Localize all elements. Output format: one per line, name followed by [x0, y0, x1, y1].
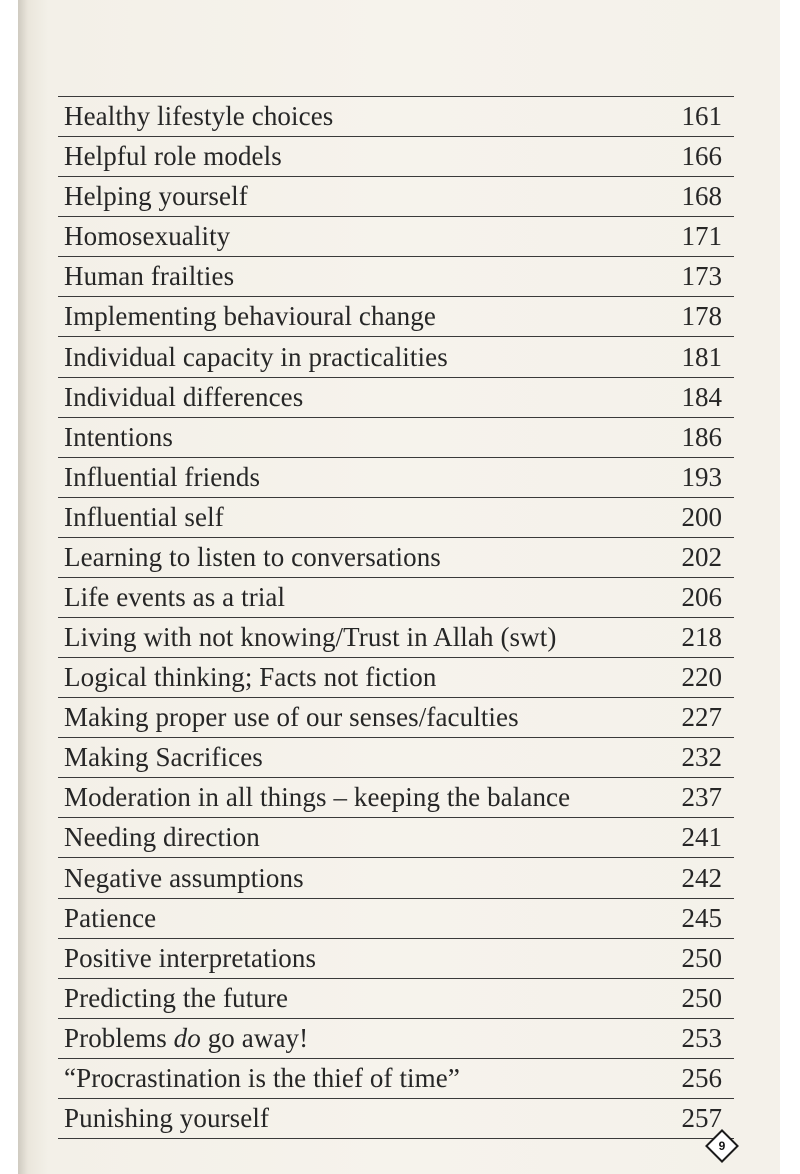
toc-entry-title: Human frailties [64, 261, 235, 292]
toc-entry-page: 250 [681, 982, 722, 1013]
toc-entry-title: “Procrastination is the thief of time” [64, 1062, 460, 1093]
page-number: 9 [718, 1139, 726, 1153]
toc-entry [58, 899, 734, 939]
toc-entry [58, 778, 734, 818]
toc-entry [58, 418, 734, 458]
toc-entry-title: Negative assumptions [64, 862, 304, 893]
toc-entry [58, 858, 734, 898]
toc-entry-page: 206 [681, 582, 722, 613]
toc-entry-page: 181 [681, 341, 722, 372]
toc-entry-page: 202 [681, 541, 722, 572]
toc-entry [58, 818, 734, 858]
toc-entry [58, 658, 734, 698]
toc-entry-title: Problems do go away! [64, 1022, 309, 1053]
toc-entry-page: 178 [681, 301, 722, 332]
toc-entry [58, 177, 734, 217]
toc-entry-page: 193 [681, 461, 722, 492]
toc-entry [58, 297, 734, 337]
toc-entry [58, 337, 734, 377]
toc-entry [58, 458, 734, 498]
toc-entry-page: 250 [681, 942, 722, 973]
toc-entry-page: 220 [681, 662, 722, 693]
toc-entry-page: 232 [681, 742, 722, 773]
toc-entry-title: Individual capacity in practicalities [64, 341, 448, 372]
toc-entry-page: 218 [681, 622, 722, 653]
toc-entry [58, 738, 734, 778]
toc-entry-page: 173 [681, 261, 722, 292]
toc-entry [58, 618, 734, 658]
toc-entry-title: Positive interpretations [64, 942, 317, 973]
toc-entry-title: Intentions [64, 421, 173, 452]
toc-entry-title: Life events as a trial [64, 582, 286, 613]
toc-entry-title: Implementing behavioural change [64, 301, 436, 332]
toc-entry-page: 161 [681, 101, 722, 132]
toc-entry [58, 979, 734, 1019]
toc-entry-page: 186 [681, 421, 722, 452]
book-page [18, 0, 780, 1174]
toc-entry-title: Predicting the future [64, 982, 289, 1013]
toc-entry [58, 257, 734, 297]
toc-entry-title: Living with not knowing/Trust in Allah (swt) [64, 622, 557, 653]
toc-entry-page: 227 [681, 702, 722, 733]
toc-entry-page: 256 [681, 1062, 722, 1093]
toc-entry-page: 184 [681, 381, 722, 412]
toc-entry [58, 1099, 734, 1139]
toc-entry [58, 97, 734, 137]
page-number-badge [704, 1128, 740, 1164]
toc-entry [58, 378, 734, 418]
table-of-contents [58, 96, 734, 1139]
toc-entry-title: Making Sacrifices [64, 742, 263, 773]
toc-entry-page: 257 [681, 1103, 722, 1134]
toc-entry [58, 538, 734, 578]
toc-entry-page: 237 [681, 782, 722, 813]
toc-entry-title: Individual differences [64, 381, 304, 412]
toc-entry-page: 171 [681, 221, 722, 252]
toc-entry-page: 168 [681, 181, 722, 212]
toc-entry-title: Healthy lifestyle choices [64, 101, 334, 132]
toc-entry [58, 1059, 734, 1099]
toc-entry-title: Patience [64, 902, 157, 933]
toc-entry-title: Logical thinking; Facts not fiction [64, 662, 437, 693]
toc-entry [58, 217, 734, 257]
toc-entry-title: Punishing yourself [64, 1103, 270, 1134]
toc-entry-title: Needing direction [64, 822, 260, 853]
toc-entry-title: Making proper use of our senses/faculties [64, 702, 519, 733]
toc-entry-page: 242 [681, 862, 722, 893]
toc-entry-title: Influential self [64, 501, 224, 532]
toc-entry-title: Learning to listen to conversations [64, 541, 441, 572]
toc-entry-title: Influential friends [64, 461, 261, 492]
toc-entry-page: 245 [681, 902, 722, 933]
toc-entry-page: 166 [681, 141, 722, 172]
toc-entry [58, 939, 734, 979]
toc-entry-page: 253 [681, 1022, 722, 1053]
toc-entry [58, 1019, 734, 1059]
toc-entry [58, 578, 734, 618]
toc-entry-title: Homosexuality [64, 221, 231, 252]
toc-entry [58, 498, 734, 538]
toc-entry [58, 137, 734, 177]
toc-entry-title: Helping yourself [64, 181, 248, 212]
toc-entry-page: 241 [681, 822, 722, 853]
toc-entry-page: 200 [681, 501, 722, 532]
toc-entry [58, 698, 734, 738]
toc-entry-title: Moderation in all things – keeping the balance [64, 782, 571, 813]
toc-entry-title: Helpful role models [64, 141, 282, 172]
